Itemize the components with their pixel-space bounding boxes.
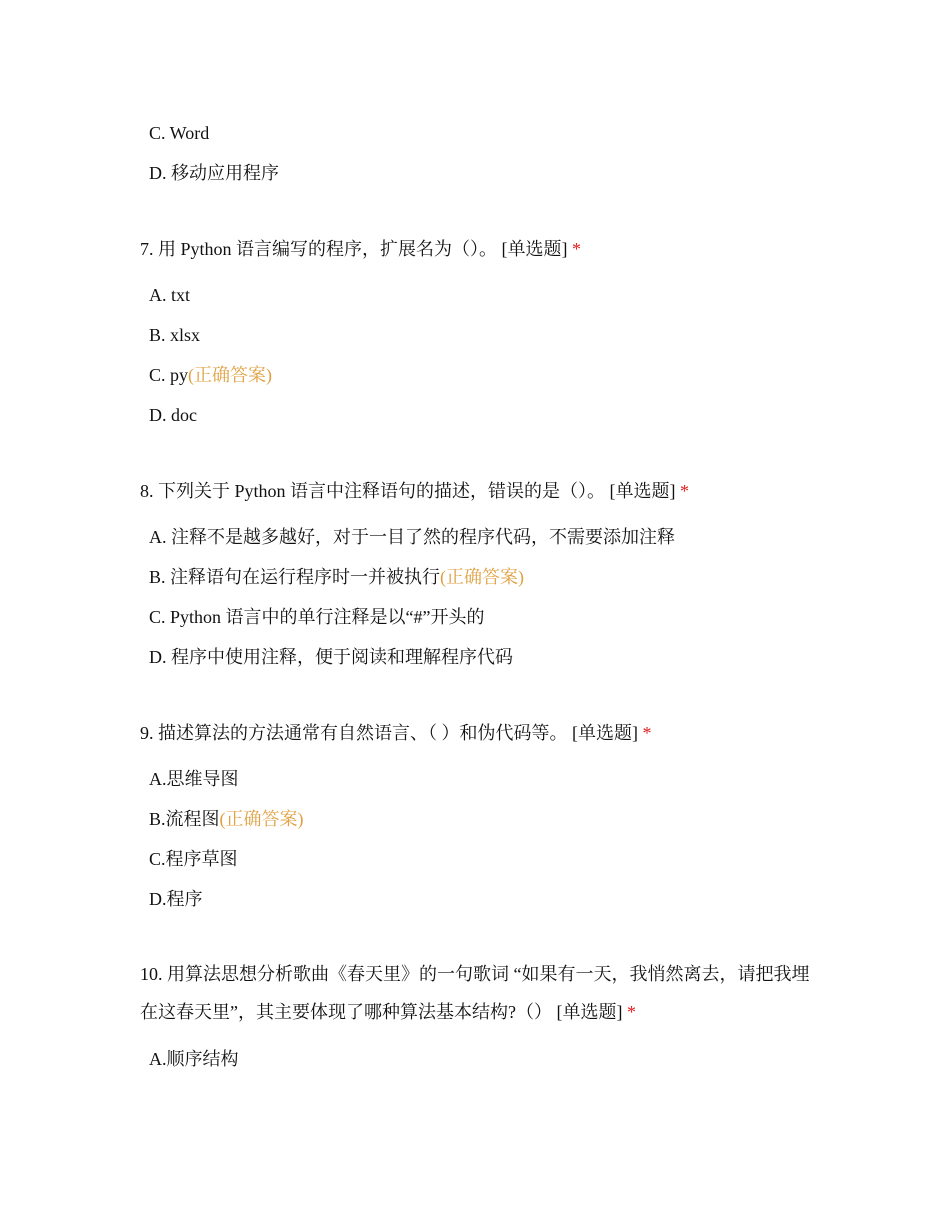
option-b[interactable]: [149, 565, 524, 589]
option-a[interactable]: A. txt: [149, 285, 191, 305]
option-c[interactable]: C. Word: [149, 123, 210, 143]
question-7: [140, 230, 810, 268]
option-text: B. 注释语句在运行程序时一并被执行: [149, 567, 441, 587]
option-a[interactable]: A. 注释不是越多越好，对于一目了然的程序代码，不需要添加注释: [149, 527, 675, 547]
option-d[interactable]: D. 程序中使用注释，便于阅读和理解程序代码: [149, 647, 513, 667]
question-type: [单选题]: [501, 239, 568, 259]
question-10: [140, 955, 810, 1031]
option-b[interactable]: B. xlsx: [149, 325, 201, 345]
option-d[interactable]: D.程序: [149, 889, 203, 909]
question-title: 10. 用算法思想分析歌曲《春天里》的一句歌词 “如果有一天，我悄然离去，请把我埋在这春天里”，其主要体现了哪种算法基本结构?（）: [140, 964, 810, 1022]
option-b[interactable]: [149, 807, 304, 831]
option-text: B.流程图: [149, 809, 220, 829]
question-title: 7. 用 Python 语言编写的程序，扩展名为（）。: [140, 239, 498, 259]
question-type: [单选题]: [609, 481, 676, 501]
option-d[interactable]: D. doc: [149, 405, 197, 425]
question-type: [单选题]: [556, 1002, 623, 1022]
question-8: [140, 472, 810, 510]
required-star: *: [642, 723, 652, 743]
option-a[interactable]: A.思维导图: [149, 769, 239, 789]
option-c[interactable]: C.程序草图: [149, 849, 238, 869]
option-a[interactable]: A.顺序结构: [149, 1049, 239, 1069]
question-title: 9. 描述算法的方法通常有自然语言、（ ）和伪代码等。: [140, 723, 568, 743]
option-d[interactable]: D. 移动应用程序: [149, 163, 279, 183]
question-title: 8. 下列关于 Python 语言中注释语句的描述，错误的是（）。: [140, 481, 606, 501]
required-star: *: [680, 481, 690, 501]
option-c[interactable]: C. Python 语言中的单行注释是以“#”开头的: [149, 607, 485, 627]
question-type: [单选题]: [572, 723, 638, 743]
option-c[interactable]: [149, 363, 272, 387]
correct-answer-tag: (正确答案): [440, 567, 525, 587]
correct-answer-tag: (正确答案): [188, 365, 273, 385]
required-star: *: [572, 239, 582, 259]
question-9: [140, 714, 810, 752]
correct-answer-tag: (正确答案): [219, 809, 304, 829]
option-text: C. py: [149, 365, 189, 385]
required-star: *: [626, 1002, 636, 1022]
